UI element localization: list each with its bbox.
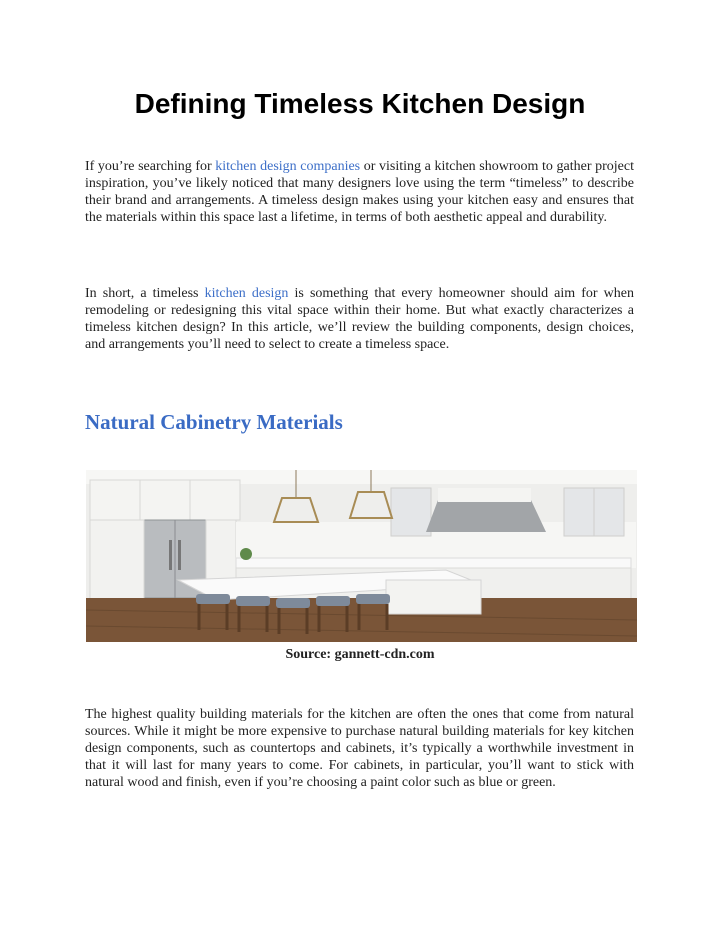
second-text-start: In short, a timeless bbox=[85, 286, 205, 301]
second-text-end: is something that every homeowner should aim for when remodeling or redesigning this vital space within their home. But what exactly characterizes a timeless kitchen design? In this article, we’ll review the building components, design choices, and arrangements you’ll need to select to create a timeless space. bbox=[85, 286, 634, 352]
image-caption: Source: gannett-cdn.com bbox=[285, 647, 435, 662]
kitchen-illustration bbox=[86, 470, 637, 642]
section-heading: Natural Cabinetry Materials bbox=[85, 410, 343, 434]
intro-text-start: If you’re searching for bbox=[85, 159, 216, 174]
materials-paragraph: The highest quality building materials for the kitchen are often the ones that come from natural sources. While it might be more expensive to purchase natural building materials for key kitchen design components, such as countertops and cabinets, it’s typically a worthwhile investment in that it will last for many years to come. For cabinets, in particular, you’ll want to stick with natural wood and finish, even if you’re choosing a paint color such as blue or green. bbox=[85, 707, 634, 790]
kitchen-design-link[interactable]: kitchen design bbox=[204, 286, 289, 301]
second-paragraph bbox=[85, 285, 634, 353]
intro-text-end: or visiting a kitchen showroom to gather project inspiration, you’ve likely noticed that many designers love using the term “timeless” to describe their brand and arrangements. A timeless design makes using your kitchen easy and ensures that the materials within this space last a lifetime, in terms of both aesthetic appeal and durability. bbox=[85, 159, 634, 225]
page-title: Defining Timeless Kitchen Design bbox=[134, 88, 586, 119]
kitchen-design-companies-link[interactable]: kitchen design companies bbox=[215, 159, 361, 174]
kitchen-photo-image bbox=[86, 470, 637, 642]
intro-paragraph bbox=[85, 158, 634, 226]
